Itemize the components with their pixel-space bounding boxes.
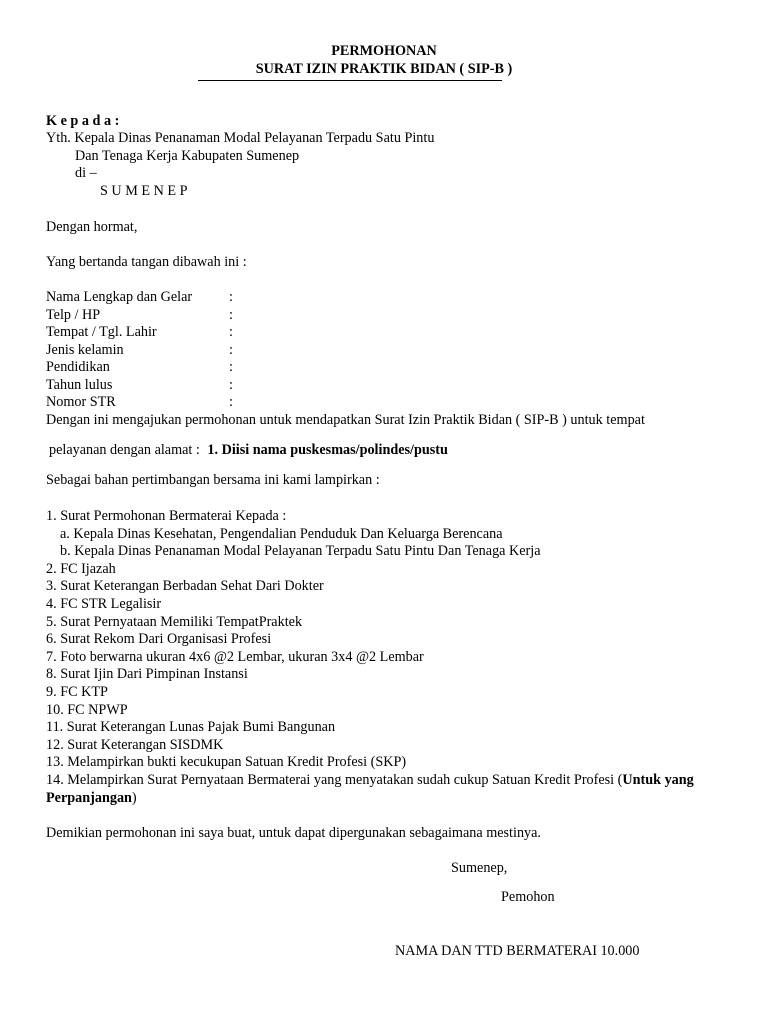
field-colon: : bbox=[229, 324, 233, 340]
list-item: 1. Surat Permohonan Bermaterai Kepada : bbox=[46, 508, 287, 524]
field-colon: : bbox=[229, 289, 233, 305]
doc-subtitle: SURAT IZIN PRAKTIK BIDAN ( SIP-B ) bbox=[255, 61, 513, 77]
request-line1: Dengan ini mengajukan permohonan untuk mendapatkan Surat Izin Praktik Bidan ( SIP-B ) untuk tempat bbox=[46, 412, 645, 428]
list-item: 11. Surat Keterangan Lunas Pajak Bumi Bangunan bbox=[46, 719, 336, 736]
title-underline bbox=[198, 80, 502, 81]
recipient-di: di – bbox=[75, 165, 97, 181]
recipient-city: S U M E N E P bbox=[100, 183, 188, 199]
recipient-line1: Yth. Kepala Dinas Penanaman Modal Pelayanan Terpadu Satu Pintu bbox=[46, 130, 435, 146]
field-colon: : bbox=[229, 377, 233, 393]
list-item: 6. Surat Rekom Dari Organisasi Profesi bbox=[46, 631, 272, 648]
field-label-nomor-str: Nomor STR bbox=[46, 394, 116, 410]
list-item: 13. Melampirkan bukti kecukupan Satuan Kredit Profesi (SKP) bbox=[46, 754, 407, 771]
field-label-tahun-lulus: Tahun lulus bbox=[46, 377, 113, 393]
field-colon: : bbox=[229, 394, 233, 410]
item14-bold-cont: Perpanjangan bbox=[46, 789, 132, 806]
item14-text: 14. Melampirkan Surat Pernyataan Bermaterai yang menyatakan sudah cukup Satuan Kredit Profesi ( bbox=[46, 771, 623, 788]
list-item: 4. FC STR Legalisir bbox=[46, 595, 162, 612]
list-item bbox=[46, 790, 726, 808]
item14-close: ) bbox=[131, 789, 137, 806]
intro-text: Yang bertanda tangan dibawah ini : bbox=[46, 254, 247, 270]
attachments-intro: Sebagai bahan pertimbangan bersama ini kami lampirkan : bbox=[46, 472, 380, 488]
list-item: 2. FC Ijazah bbox=[46, 560, 116, 577]
field-colon: : bbox=[229, 307, 233, 323]
signature-name: NAMA DAN TTD BERMATERAI 10.000 bbox=[395, 943, 640, 959]
field-label-ttl: Tempat / Tgl. Lahir bbox=[46, 324, 157, 340]
signature-role: Pemohon bbox=[501, 889, 555, 905]
attachments-list bbox=[46, 508, 726, 807]
list-item: a. Kepala Dinas Kesehatan, Pengendalian Penduduk Dan Keluarga Berencana bbox=[60, 525, 503, 542]
signature-place: Sumenep, bbox=[451, 860, 508, 876]
list-item: 12. Surat Keterangan SISDMK bbox=[46, 736, 224, 753]
item14-bold: Untuk yang bbox=[622, 771, 694, 788]
field-label-pendidikan: Pendidikan bbox=[46, 359, 110, 375]
list-item: 3. Surat Keterangan Berbadan Sehat Dari Dokter bbox=[46, 578, 324, 595]
doc-title: PERMOHONAN bbox=[331, 43, 437, 59]
list-item: 10. FC NPWP bbox=[46, 701, 128, 718]
list-item: 8. Surat Ijin Dari Pimpinan Instansi bbox=[46, 666, 248, 683]
closing-text: Demikian permohonan ini saya buat, untuk dapat dipergunakan sebagaimana mestinya. bbox=[46, 825, 541, 841]
kepada-label: K e p a d a : bbox=[46, 113, 120, 129]
request-line2 bbox=[49, 442, 448, 460]
field-colon: : bbox=[229, 359, 233, 375]
list-item: 5. Surat Pernyataan Memiliki TempatPraktek bbox=[46, 613, 303, 630]
list-item: 7. Foto berwarna ukuran 4x6 @2 Lembar, ukuran 3x4 @2 Lembar bbox=[46, 648, 424, 665]
field-label-nama: Nama Lengkap dan Gelar bbox=[46, 289, 193, 305]
greeting: Dengan hormat, bbox=[46, 219, 138, 235]
address-label: pelayanan dengan alamat : bbox=[49, 442, 200, 458]
field-colon: : bbox=[229, 342, 233, 358]
address-placeholder: 1. Diisi nama puskesmas/polindes/pustu bbox=[207, 442, 448, 458]
recipient-line2: Dan Tenaga Kerja Kabupaten Sumenep bbox=[75, 148, 300, 164]
list-item: b. Kepala Dinas Penanaman Modal Pelayanan Terpadu Satu Pintu Dan Tenaga Kerja bbox=[60, 543, 541, 560]
field-label-telp: Telp / HP bbox=[46, 307, 101, 323]
field-label-jenis-kelamin: Jenis kelamin bbox=[46, 342, 124, 358]
list-item: 9. FC KTP bbox=[46, 683, 108, 700]
list-item bbox=[46, 772, 726, 790]
